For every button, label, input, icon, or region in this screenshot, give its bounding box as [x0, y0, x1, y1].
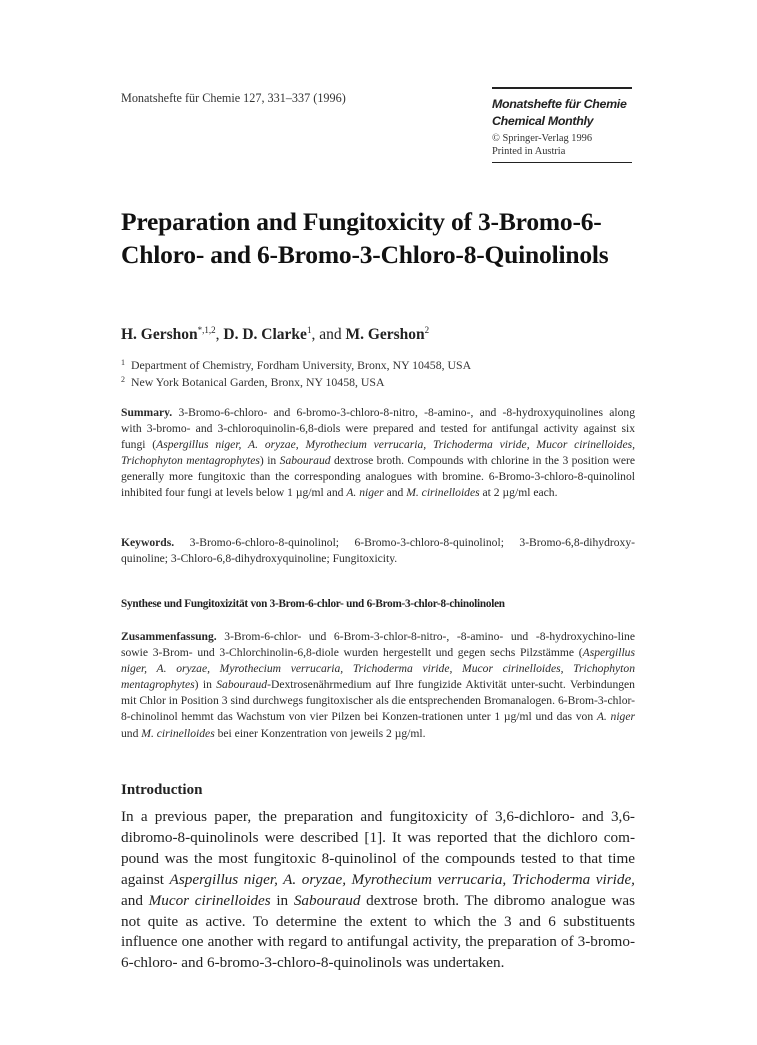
zusammenfassung-label: Zusammenfassung. [121, 630, 217, 643]
author-affiliation-marker: *,1,2 [197, 325, 216, 335]
text-segment: bei einer Konzentration von jeweils 2 µg/ml. [214, 726, 426, 740]
affiliation-number: 2 [121, 375, 125, 384]
german-title: Synthese und Fungitoxizität von 3-Brom-6-chlor- und 6-Brom-3-chlor-8-chinolinolen [121, 598, 505, 610]
affiliation-list [121, 357, 471, 391]
journal-rule-top [492, 87, 632, 89]
author-affiliation-marker: 1 [306, 325, 312, 335]
zusammenfassung-paragraph [121, 629, 635, 742]
affiliation-text: Department of Chemistry, Fordham University, Bronx, NY 10458, USA [131, 358, 472, 372]
text-segment: and [383, 486, 407, 500]
keywords-label: Keywords. [121, 536, 175, 549]
journal-name-english: Chemical Monthly [492, 114, 594, 128]
affiliation [121, 357, 471, 374]
author-name: D. D. Clarke [223, 326, 307, 343]
author-separator: , [215, 326, 224, 343]
author-name: M. Gershon [345, 326, 425, 343]
author-separator: , and [311, 326, 346, 343]
printed-notice: Printed in Austria [492, 146, 566, 157]
keywords-text: 3-Bromo-6-chloro-8-quinolinol; 6-Bromo-3-chloro-8-quinolinol; 3-Bromo-6,8-dihydroxy-quinoline; 3-Chloro-6,8-dihydroxyquinoline; Fungitoxicity. [121, 536, 635, 566]
summary-body [121, 406, 635, 499]
italic-text-segment: Aspergillus niger, A. oryzae, Myrothecium verrucaria, Trichoderma viride, Mucor cirinelloides, Trichophyton mentagrophytes [121, 646, 635, 692]
journal-name: Monatshefte für Chemie [492, 97, 627, 111]
text-segment: 3-Bromo-6-chloro- and 6-bromo-3-chloro-8-nitro, -8-amino-, and -8-hydroxyquinolines along with 3-bromo- and 3-chloroquinolin-6,8-diols were prepared and tested for antifungal activity against six fungi ( [121, 406, 635, 452]
text-segment: 3-Brom-6-chlor- und 6-Brom-3-chlor-8-nitro-, -8-amino- und -8-hydroxychino-line sowie 3-Brom- und 3-Chlorchinolin-6,8-diole wurden hergestellt und gegen sechs Pilzstämme ( [121, 630, 635, 660]
author-affiliation-marker: 2 [424, 325, 430, 335]
italic-text-segment: Sabouraud [293, 891, 361, 909]
italic-text-segment: Aspergillus niger, A. oryzae, Myrothecium verrucaria, Trichoderma viride, [169, 870, 635, 888]
italic-text-segment: A. niger [596, 710, 636, 724]
introduction-body [121, 808, 635, 971]
italic-text-segment: M. cirinelloides [141, 726, 215, 740]
text-segment: and [121, 891, 149, 909]
copyright-notice: © Springer-Verlag 1996 [492, 133, 593, 144]
italic-text-segment: Sabouraud [279, 454, 331, 468]
text-segment: In a previous paper, the preparation and fungitoxicity of 3,6-dichloro- and 3,6-dibromo-8-quinolinols were described [1]. It was reported that the dichloro com-pound was the most fungitoxic 8-quinolinol of the compounds tested to that time against [121, 808, 635, 888]
italic-text-segment: Aspergillus niger, A. oryzae, Myrothecium verrucaria, Trichoderma viride, Mucor cirinelloides, Trichophyton mentagrophytes [121, 438, 635, 468]
text-segment: und [121, 726, 142, 740]
italic-text-segment: M. cirinelloides [406, 486, 480, 500]
keywords-paragraph [121, 535, 635, 567]
italic-text-segment: Mucor cirinelloides [148, 891, 271, 909]
author-list [121, 326, 429, 344]
affiliation-text: New York Botanical Garden, Bronx, NY 10458, USA [131, 375, 385, 389]
affiliation [121, 374, 471, 391]
introduction-paragraph [121, 807, 635, 974]
text-segment: ) in [194, 678, 217, 692]
text-segment: ) in [259, 454, 280, 468]
author-name: H. Gershon [121, 326, 198, 343]
text-segment: dextrose broth. The dibromo analogue was not quite as active. To determine the extent to which the 3 and 6 substituents influence one another with regard to antifungal activity, the preparation of 3-bromo-6-chloro- and 6-bromo-3-chloro-8-quinolinols was undertaken. [121, 891, 635, 972]
summary-label: Summary. [121, 406, 173, 419]
section-heading-introduction: Introduction [121, 782, 203, 798]
journal-citation: Monatshefte für Chemie 127, 331–337 (1996) [121, 91, 346, 105]
journal-info-block [492, 87, 632, 163]
zusammenfassung-body [121, 630, 635, 740]
summary-paragraph [121, 405, 635, 502]
paper-title: Preparation and Fungitoxicity of 3-Bromo-6-Chloro- and 6-Bromo-3-Chloro-8-Quinolinols [121, 207, 609, 269]
journal-rule-bottom [492, 162, 632, 163]
affiliation-number: 1 [121, 358, 125, 367]
italic-text-segment: Sabouraud [216, 678, 268, 692]
text-segment: -Dextrosenährmedium auf Ihre fungizide Aktivität unter-sucht. Verbindungen mit Chlor in Position 3 sind durchwegs fungitoxischer als die entsprechenden Bromanalogen. 6-Brom-3-chlor-8-chinolinol hemmt das Wachstum von vier Pilzen bei Konzen-trationen unter 1 µg/ml und das von [121, 678, 635, 724]
text-segment: in [270, 891, 294, 909]
text-segment: at 2 µg/ml each. [479, 486, 558, 500]
italic-text-segment: A. niger [346, 486, 384, 500]
text-segment: dextrose broth. Compounds with chlorine in the 3 position were generally more fungitoxic than the corresponding analogues with bromine. 6-Bromo-3-chloro-8-quinolinol inhibited four fungi at levels below 1 µg/ml and [121, 454, 635, 500]
